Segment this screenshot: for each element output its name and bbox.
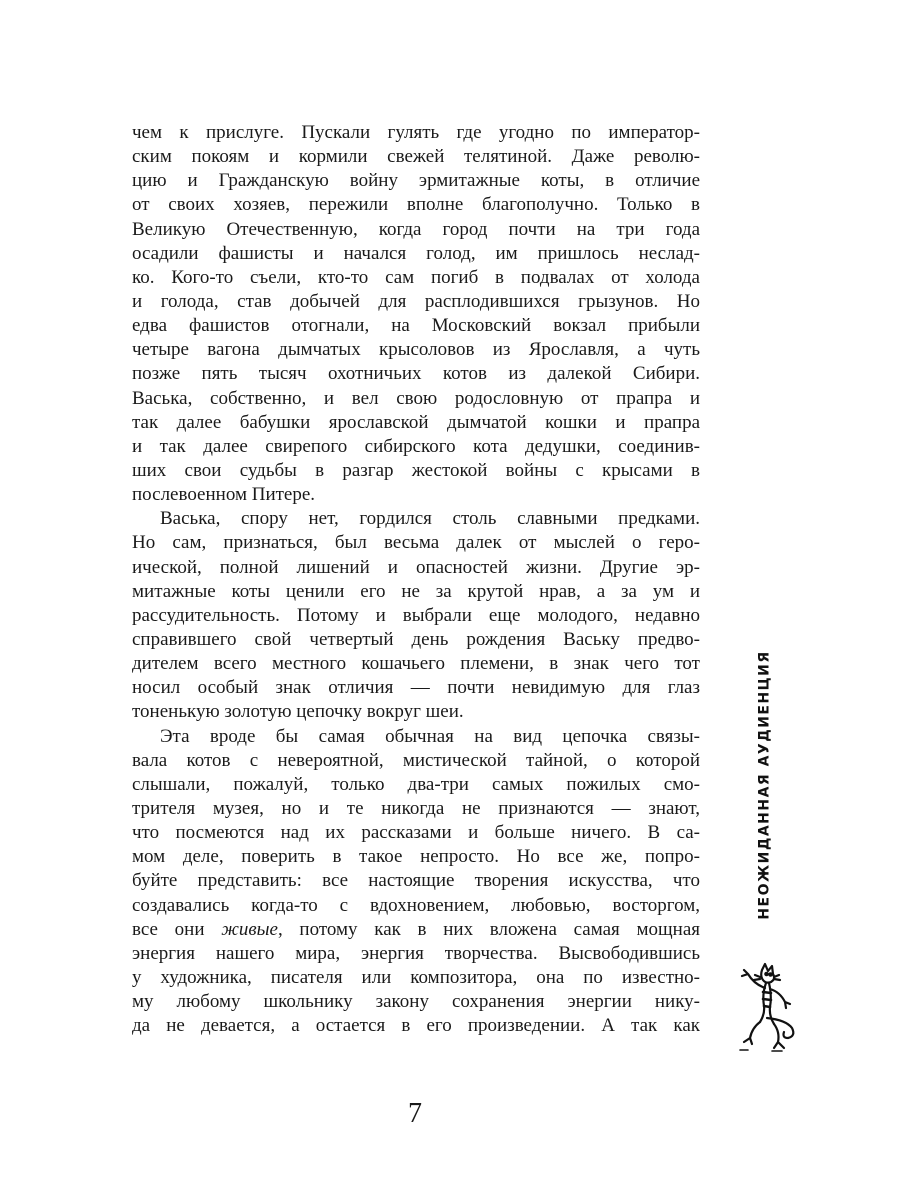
text-line: носил особый знак отличия — почти невидимую для глаз: [132, 677, 700, 699]
dancing-cat-icon: [722, 962, 802, 1054]
text-line: рассудительность. Потому и выбрали еще молодого, недавно: [132, 604, 700, 626]
text-line: чем к прислуге. Пускали гулять где угодно по император-: [132, 122, 700, 143]
text-line: тоненькую золотую цепочку вокруг шеи.: [132, 701, 464, 723]
text-line: энергия нашего мира, энергия творчества. Высвободившись: [132, 942, 700, 964]
text-line: создавались когда-то с вдохновением, любовью, восторгом,: [132, 894, 700, 916]
text-segment: , потому как в них вложена самая мощная: [277, 918, 700, 940]
body-text: [132, 121, 700, 1038]
text-line: послевоенном Питере.: [132, 484, 316, 506]
text-line: Эта вроде бы самая обычная на вид цепочка связы-: [160, 725, 700, 747]
text-line: трителя музея, но и те никогда не признаются — знают,: [132, 797, 700, 819]
running-head-title: НЕОЖИДАННАЯ АУДИЕНЦИЯ: [757, 650, 773, 920]
text-line: Но сам, признаться, был весьма далек от мыслей о геро-: [132, 532, 700, 554]
text-line: [132, 918, 700, 942]
text-line: так далее бабушки ярославской дымчатой кошки и прапра: [132, 411, 700, 433]
text-line: что посмеются над их рассказами и больше ничего. В са-: [132, 822, 700, 844]
text-line: вала котов с невероятной, мистической тайной, о которой: [132, 749, 700, 771]
text-line: ших свои судьбы в разгар жестокой войны с крысами в: [132, 459, 700, 481]
text-line: и голода, став добычей для расплодившихся грызунов. Но: [132, 290, 700, 312]
text-line: буйте представить: все настоящие творения искусства, что: [132, 870, 700, 892]
text-segment: все они: [132, 918, 222, 940]
text-line: мом деле, поверить в такое непросто. Но все же, попро-: [132, 846, 700, 868]
text-line: Васька, спору нет, гордился столь славными предками.: [160, 508, 700, 530]
text-line: и так далее свирепого сибирского кота дедушки, соединив-: [132, 435, 700, 457]
running-head: [736, 646, 794, 924]
emphasis-text: живые: [221, 918, 278, 940]
text-line: позже пять тысяч охотничьих котов из далекой Сибири.: [132, 363, 700, 385]
text-line: му любому школьнику закону сохранения энергии нику-: [132, 991, 700, 1013]
text-line: ко. Кого-то съели, кто-то сам погиб в подвалах от холода: [132, 266, 700, 288]
text-line: едва фашистов отогнали, на Московский вокзал прибыли: [132, 315, 700, 337]
text-line: да не девается, а остается в его произведении. А так как: [132, 1015, 700, 1037]
text-line: четыре вагона дымчатых крысоловов из Ярославля, а чуть: [132, 339, 700, 361]
text-line: Великую Отечественную, когда город почти на три года: [132, 218, 700, 240]
text-line: ским покоям и кормили свежей телятиной. Даже револю-: [132, 146, 700, 168]
text-line: осадили фашисты и начался голод, им пришлось неслад-: [132, 242, 700, 264]
text-line: митажные коты ценили его не за крутой нрав, а за ум и: [132, 580, 700, 602]
text-line: слышали, пожалуй, только два-три самых пожилых смо-: [132, 773, 700, 795]
text-line: у художника, писателя или композитора, она по известно-: [132, 966, 700, 988]
text-line: цию и Гражданскую войну эрмитажные коты, в отличие: [132, 170, 700, 192]
text-line: Васька, собственно, и вел свою родословную от прапра и: [132, 387, 700, 409]
text-line: ической, полной лишений и опасностей жизни. Другие эр-: [132, 556, 700, 578]
text-line: от своих хозяев, пережили вполне благополучно. Только в: [132, 194, 700, 216]
text-line: дителем всего местного кошачьего племени, в знак чего тот: [132, 653, 700, 675]
page-number: 7: [408, 1098, 422, 1129]
text-line: справившего свой четвертый день рождения Ваську предво-: [132, 628, 700, 650]
